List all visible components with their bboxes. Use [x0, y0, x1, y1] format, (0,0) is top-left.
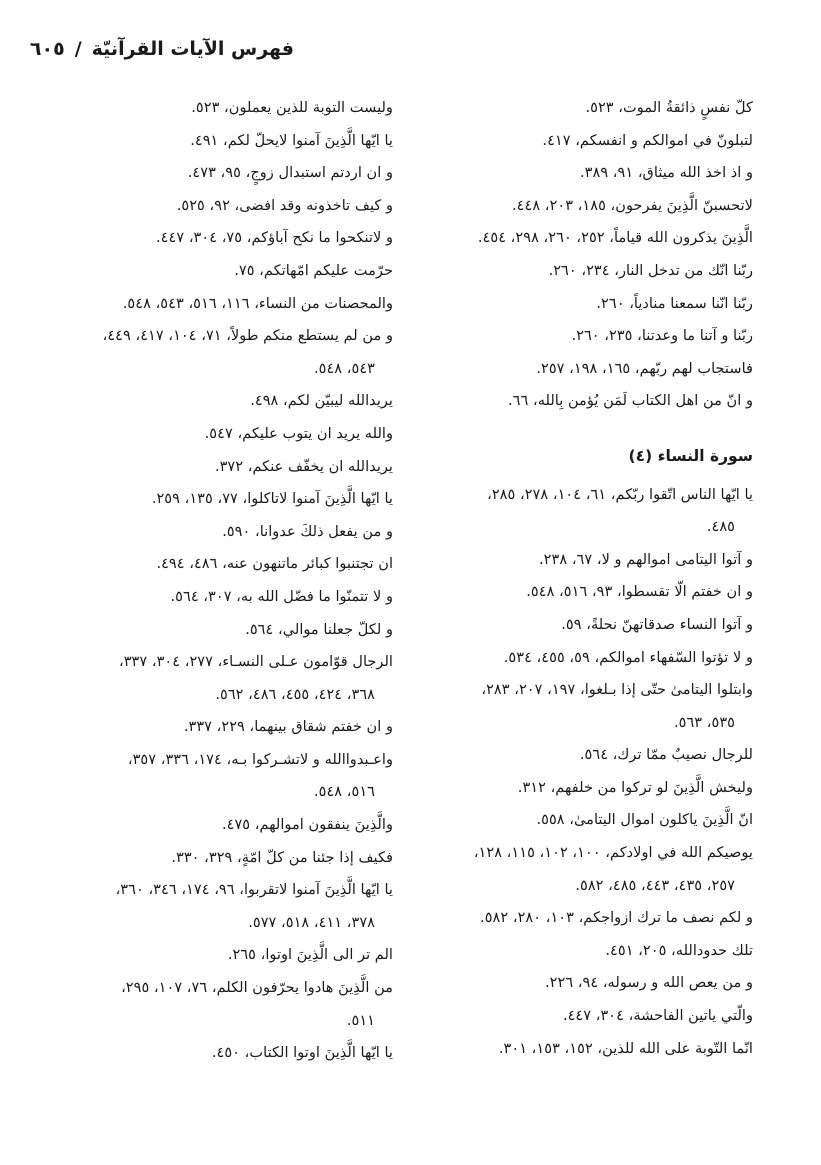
index-entry: و من لم يستطع منكم طولاً، ٧١، ١٠٤، ٤١٧، ٤٤٩،	[102, 327, 393, 345]
index-entry: فاستجاب لهم ربّهم، ١٦٥، ١٩٨، ٢٥٧.	[536, 359, 753, 377]
index-entry: يا ايّها الَّذِينَ آمنوا لايحلّ لكم، ٤٩١.	[190, 131, 393, 149]
index-entry: ربّنا انّنا سمعنا منادياً، ٢٦٠.	[596, 294, 753, 312]
index-entry: و من يفعل ذلكَ عدوانا، ٥٩٠.	[222, 522, 393, 540]
index-entry: ربّنا انّك من تدخل النار، ٢٣٤، ٢٦٠.	[548, 261, 753, 279]
index-entry-continuation: ٤٨٥.	[706, 518, 735, 536]
index-entry: والمحصنات من النساء، ١١٦، ٥١٦، ٥٤٣، ٥٤٨.	[122, 294, 393, 312]
index-entry: والله يريد ان يتوب عليكم، ٥٤٧.	[204, 424, 393, 442]
index-entry: ان تجتنبوا كبائر ماتنهون عنه، ٤٨٦، ٤٩٤.	[156, 555, 393, 573]
header-separator: /	[74, 38, 82, 60]
index-entry: يا ايّها الَّذِينَ اوتوا الكتاب، ٤٥٠.	[211, 1044, 393, 1062]
index-entry-continuation: ٥١٦، ٥٤٨.	[313, 783, 375, 801]
index-entry: و ان خفتم شقاق بينهما، ٢٢٩، ٣٣٧.	[183, 718, 393, 736]
index-entry: لاتحسبنّ الَّذِينَ يفرحون، ١٨٥، ٢٠٣، ٤٤٨.	[512, 196, 753, 214]
index-entry: و لا تتمنّوا ما فضّل الله به، ٣٠٧، ٥٦٤.	[170, 587, 393, 605]
index-entry: يريدالله ليبيّن لكم، ٤٩٨.	[250, 392, 393, 410]
index-entry-continuation: ٣٦٨، ٤٢٤، ٤٥٥، ٤٨٦، ٥٦٢.	[215, 685, 375, 703]
index-entry: و لكم نصف ما ترك ازواجكم، ١٠٣، ٢٨٠، ٥٨٢.	[480, 909, 753, 927]
surah-heading: سورة النساء (٤)	[628, 446, 753, 465]
index-entry: من الَّذِينَ هادوا يحرّفون الكلم، ٧٦، ١٠٧، ٢٩٥،	[121, 979, 393, 997]
index-entry: ربّنا و آتنا ما وعدتنا، ٢٣٥، ٢٦٠.	[571, 327, 753, 345]
index-entry: الم تر الى الَّذِينَ اوتوا، ٢٦٥.	[227, 946, 393, 964]
index-entry: كلّ نفسٍ ذائقةُ الموت، ٥٢٣.	[585, 99, 753, 116]
index-entry: يا ايّها الَّذِينَ آمنوا لاتاكلوا، ٧٧، ١٣٥، ٢٥٩.	[151, 490, 393, 508]
index-entry: انّ الَّذِينَ ياكلون اموال اليتامىٰ، ٥٥٨.	[536, 811, 753, 829]
index-entry: يا ايّها الَّذِينَ آمنوا لاتقربوا، ٩٦، ١٧٤، ٣٤٦، ٣٦٠،	[115, 881, 393, 899]
index-entry: الَّذِينَ يذكرون الله قياماً، ٢٥٢، ٢٦٠، ٢٩٨، ٤٥٤.	[477, 229, 753, 247]
index-entry: فكيف إذا جئنا من كلّ امّةٍ، ٣٢٩، ٣٣٠.	[171, 848, 393, 866]
index-entry-continuation: ٥٤٣، ٥٤٨.	[313, 359, 375, 377]
index-entry: و آتوا اليتامى اموالهم و لا، ٦٧، ٢٣٨.	[539, 550, 753, 568]
index-entry: لتبلونّ في اموالكم و انفسكم، ٤١٧.	[542, 131, 753, 149]
index-entry-continuation: ٢٥٧، ٤٣٥، ٤٤٣، ٤٨٥، ٥٨٢.	[575, 876, 735, 894]
index-entry-continuation: ٥٣٥، ٥٦٣.	[673, 713, 735, 731]
index-entry: وليخش الَّذِينَ لو تركوا من خلفهم، ٣١٢.	[517, 778, 753, 796]
index-entry: انّما التّوبة على الله للذين، ١٥٢، ١٥٣، ٣٠١.	[498, 1039, 753, 1057]
index-entry: واعـبدواالله و لاتشـركوا بـه، ١٧٤، ٣٣٦، ٣٥٧،	[127, 750, 393, 768]
running-header	[29, 34, 294, 64]
index-entry: و لكلّ جعلنا موالي، ٥٦٤.	[245, 620, 393, 638]
index-entry: و ان اردتم استبدال زوجٍ، ٩٥، ٤٧٣.	[187, 164, 393, 182]
right-column	[401, 92, 753, 1065]
index-entry: و آتوا النساء صدقاتهنّ نحلةً، ٥٩.	[561, 615, 753, 633]
index-entry: للرجال نصيبٌ ممّا ترك، ٥٦٤.	[579, 746, 753, 764]
index-entry: تلك حدودالله، ٢٠٥، ٤٥١.	[605, 941, 753, 959]
index-entry: يريدالله ان يخفّف عنكم، ٣٧٢.	[214, 457, 393, 475]
index-entry: حرّمت عليكم امّهاتكم، ٧٥.	[234, 261, 393, 279]
index-entry: الرجال قوّامون عـلى النسـاء، ٢٧٧، ٣٠٤، ٣٣٧،	[118, 653, 393, 671]
index-entry: و ان خفتم الّا تقسطوا، ٩٣، ٥١٦، ٥٤٨.	[526, 583, 753, 601]
header-title: فهرس الآيات القرآنيّة	[91, 38, 294, 60]
index-entry: وليست التوبة للذين يعملون، ٥٢٣.	[191, 99, 393, 116]
index-entry: و كيف تاخذونه وقد افضى، ٩٢، ٥٢٥.	[176, 196, 393, 214]
index-entry-continuation: ٥١١.	[346, 1011, 375, 1029]
index-entry: والَّذِينَ ينفقون اموالهم، ٤٧٥.	[221, 816, 393, 834]
surah-entries	[401, 479, 753, 1066]
index-entry: و لاتنكحوا ما نكح آباؤكم، ٧٥، ٣٠٤، ٤٤٧.	[156, 229, 393, 247]
index-entry: يا ايّها الناس اتّقوا ربّكم، ٦١، ١٠٤، ٢٧٨، ٢٨٥،	[487, 485, 753, 503]
index-entry: و اذ اخذ الله ميثاق، ٩١، ٣٨٩.	[580, 164, 753, 182]
left-column	[49, 92, 393, 1070]
page-number: ٦٠٥	[29, 38, 65, 60]
index-entry: والّتي ياتين الفاحشة، ٣٠٤، ٤٤٧.	[562, 1007, 753, 1025]
index-entry: و من يعص الله و رسوله، ٩٤، ٢٢٦.	[545, 974, 753, 992]
index-entry: وابتلوا اليتامىٰ حتّى إذا بـلغوا، ١٩٧، ٢٠٧، ٢٨٣،	[481, 681, 753, 699]
index-entry: يوصيكم الله في اولادكم، ١٠٠، ١٠٢، ١١٥، ١٢٨،	[473, 844, 753, 862]
index-entry-continuation: ٣٧٨، ٤١١، ٥١٨، ٥٧٧.	[248, 913, 375, 931]
index-entry: و انّ من اهل الكتاب لَمَن يُؤمن بِالله، ٦٦.	[508, 392, 753, 410]
index-entry: و لا تؤتوا السّفهاء اموالكم، ٥٩، ٤٥٥، ٥٣٤.	[503, 648, 753, 666]
